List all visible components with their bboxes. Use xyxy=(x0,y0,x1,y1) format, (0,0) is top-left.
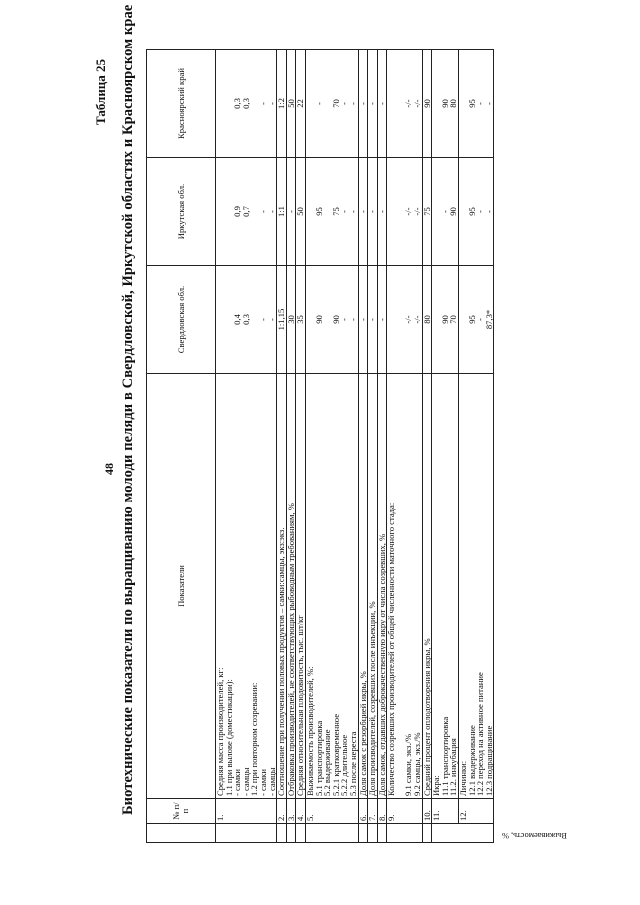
indicator-line xyxy=(396,376,405,796)
indicator-line: 12.3 подращивание xyxy=(483,725,494,796)
value-line: 0,3 xyxy=(240,98,251,109)
value-line: -/- xyxy=(412,99,423,108)
value-line: - xyxy=(475,318,486,321)
value-line: 70 xyxy=(448,315,459,324)
value-sverdlovsk xyxy=(277,266,287,374)
value-line: - xyxy=(367,318,378,321)
value-line: -/- xyxy=(403,207,414,216)
value-line: 0,3 xyxy=(232,98,243,109)
value-line: 22 xyxy=(295,99,306,108)
value-krasnoyarsk xyxy=(368,50,378,158)
value-line: 50 xyxy=(295,207,306,216)
value-line xyxy=(387,52,396,155)
indicator-line: - самцы xyxy=(266,767,277,796)
row-indicator xyxy=(305,374,358,799)
indicator-line: Личинки: xyxy=(458,760,469,796)
value-line: - xyxy=(367,102,378,105)
value-line: 0,3 xyxy=(240,314,251,325)
value-line: 90 xyxy=(330,315,341,324)
sidebar-survival-cell xyxy=(432,824,568,843)
sidebar-empty-cell xyxy=(358,824,368,843)
indicator-line: 9.1 самки, экз./% xyxy=(403,734,414,796)
indicator-line: 9.2 самцы, экз./% xyxy=(412,732,423,796)
value-line xyxy=(216,52,225,155)
value-line: 75 xyxy=(330,207,341,216)
table-header-row xyxy=(147,50,216,843)
sidebar-empty-cell xyxy=(277,824,287,843)
value-line: 90 xyxy=(439,315,450,324)
value-line: - xyxy=(257,102,268,105)
row-number: 10. xyxy=(422,799,432,824)
value-line: - xyxy=(339,102,350,105)
indicator-line: 12.2 переход на активное питание xyxy=(475,672,486,796)
value-line: 0,7 xyxy=(240,206,251,217)
row-number: 2. xyxy=(277,799,287,824)
table-row xyxy=(296,50,306,843)
indicator-line: 1.2 при повторном созревании: xyxy=(249,682,260,796)
value-line: - xyxy=(376,318,387,321)
table-body xyxy=(215,50,568,843)
table-row xyxy=(368,50,378,843)
table-row xyxy=(432,50,459,843)
header-sverdlovsk: Свердловская обл. xyxy=(147,266,216,374)
sidebar-empty-cell xyxy=(422,824,432,843)
row-number: 6. xyxy=(358,799,368,824)
indicator-line: Доля самок, отдавших доброкачественную икру от числа созревших, % xyxy=(376,533,387,796)
value-sverdlovsk xyxy=(216,266,277,374)
indicator-line: Выживаемость производителей, %: xyxy=(304,666,315,796)
value-irkutsk xyxy=(216,158,277,266)
value-line: 80 xyxy=(448,99,459,108)
value-line xyxy=(216,160,225,263)
value-line: 1:1,15 xyxy=(276,308,287,331)
value-line: -/- xyxy=(412,315,423,324)
value-line: - xyxy=(376,102,387,105)
value-krasnoyarsk xyxy=(377,50,387,158)
value-line: 90 xyxy=(448,207,459,216)
value-line: 90 xyxy=(313,315,324,324)
indicator-line: 5.2 выдерживание xyxy=(322,729,333,796)
value-line: - xyxy=(475,102,486,105)
value-irkutsk xyxy=(422,158,432,266)
header-indicator: Показатели xyxy=(147,374,216,799)
indicator-line: Отбраковка производителей, не соответствующих рыбоводным требованиям, % xyxy=(285,503,296,796)
row-number: 5. xyxy=(305,799,358,824)
value-line: - xyxy=(347,318,358,321)
value-line: 1:1 xyxy=(276,206,287,217)
value-sverdlovsk xyxy=(422,266,432,374)
value-line: - xyxy=(367,210,378,213)
value-krasnoyarsk xyxy=(216,50,277,158)
value-line: - xyxy=(266,102,277,105)
value-line: 80 xyxy=(421,315,432,324)
header-irkutsk: Иркутская обл. xyxy=(147,158,216,266)
indicator-line: 5.2.2 длительное xyxy=(339,734,350,796)
value-line: 35 xyxy=(295,315,306,324)
indicator-line: 11.2. инкубация xyxy=(448,738,459,796)
indicator-line: Доля самок с резорбцией икры, % xyxy=(357,671,368,796)
row-indicator xyxy=(296,374,306,799)
value-krasnoyarsk xyxy=(296,50,306,158)
value-line: - xyxy=(347,210,358,213)
value-line: 30 xyxy=(285,315,296,324)
table-row xyxy=(216,50,277,843)
value-line: 95 xyxy=(313,207,324,216)
document-title: Биотехнические показатели по выращиванию молоди пеляди в Свердловской, Иркутской областях и Красноярском крае xyxy=(120,4,136,815)
value-line xyxy=(387,160,396,263)
value-line: - xyxy=(266,210,277,213)
value-line: - xyxy=(313,102,324,105)
value-line: 87,3* xyxy=(483,309,494,330)
sidebar-empty-cell xyxy=(305,824,358,843)
value-irkutsk xyxy=(368,158,378,266)
indicator-line: Средняя относительная плодовитость, тыс. шт/кг xyxy=(295,615,306,796)
indicator-line: 12.1 выдерживание xyxy=(466,725,477,796)
sidebar-survival-label: Выживаемость, % xyxy=(502,831,568,840)
indicator-line: Соотношение при получении половых продуктов – самки:самцы, экз:экз. xyxy=(276,527,287,796)
value-line: - xyxy=(347,102,358,105)
value-line: 1:2 xyxy=(276,98,287,109)
value-sverdlovsk xyxy=(387,266,422,374)
value-irkutsk xyxy=(305,158,358,266)
value-line: - xyxy=(376,210,387,213)
value-line: 95 xyxy=(466,99,477,108)
row-number: 4. xyxy=(296,799,306,824)
table-row xyxy=(387,50,422,843)
table-row xyxy=(305,50,358,843)
table-row xyxy=(459,50,494,843)
biotech-table xyxy=(146,49,568,843)
value-line: -/- xyxy=(412,207,423,216)
row-indicator xyxy=(277,374,287,799)
value-line: - xyxy=(257,318,268,321)
value-line: -/- xyxy=(403,315,414,324)
value-line: - xyxy=(339,318,350,321)
table-label: Таблица 25 xyxy=(93,58,108,125)
value-krasnoyarsk xyxy=(459,50,494,158)
value-line: - xyxy=(266,318,277,321)
row-number: 3. xyxy=(286,799,296,824)
sidebar-empty-cell xyxy=(377,824,387,843)
value-krasnoyarsk xyxy=(305,50,358,158)
indicator-line: Количество созревших производителей от общей численности маточного стада: xyxy=(386,502,397,796)
header-num: № п/п xyxy=(147,799,216,824)
sidebar-empty-cell xyxy=(286,824,296,843)
indicator-line: Средний процент оплодотворения икры, % xyxy=(421,638,432,796)
indicator-line: 5.3 после нереста xyxy=(347,731,358,796)
value-sverdlovsk xyxy=(296,266,306,374)
value-krasnoyarsk xyxy=(387,50,422,158)
indicator-line: 5.1 транспортировка xyxy=(313,720,324,796)
indicator-line: 11.1 транспортировка xyxy=(439,716,450,796)
sidebar-empty-cell xyxy=(296,824,306,843)
value-line: 70 xyxy=(330,99,341,108)
indicator-line: - самцы xyxy=(240,767,251,796)
sidebar-header-cell xyxy=(147,824,216,843)
indicator-line: - самки xyxy=(232,769,243,796)
value-krasnoyarsk xyxy=(432,50,459,158)
value-sverdlovsk xyxy=(459,266,494,374)
value-line: - xyxy=(357,210,368,213)
sidebar-empty-cell xyxy=(368,824,378,843)
indicator-line: 5.2.1 кратковременное xyxy=(330,713,341,796)
row-number: 1. xyxy=(216,799,277,824)
value-sverdlovsk xyxy=(305,266,358,374)
sidebar-empty-cell xyxy=(387,824,422,843)
header-krasnoyarsk: Красноярский край xyxy=(147,50,216,158)
value-line: 90 xyxy=(439,99,450,108)
value-line: - xyxy=(257,210,268,213)
indicator-line: 1.1 при вылове (доместикации): xyxy=(223,679,234,796)
indicator-line: - самки xyxy=(257,769,268,796)
row-indicator xyxy=(368,374,378,799)
indicator-line: Икра: xyxy=(431,775,442,796)
row-number: 8. xyxy=(377,799,387,824)
value-line: - xyxy=(285,210,296,213)
row-indicator xyxy=(422,374,432,799)
row-indicator xyxy=(432,374,459,799)
value-irkutsk xyxy=(377,158,387,266)
indicator-line: Доля производителей, созревших после инъекции, % xyxy=(367,601,378,796)
value-irkutsk xyxy=(459,158,494,266)
value-line: -/- xyxy=(403,99,414,108)
value-line: 0,9 xyxy=(232,206,243,217)
table-row xyxy=(277,50,287,843)
value-line: - xyxy=(439,210,450,213)
value-line: - xyxy=(357,318,368,321)
row-indicator xyxy=(387,374,422,799)
value-krasnoyarsk xyxy=(277,50,287,158)
value-sverdlovsk xyxy=(432,266,459,374)
row-number: 12. xyxy=(459,799,494,824)
value-krasnoyarsk xyxy=(422,50,432,158)
value-line: - xyxy=(483,102,494,105)
value-irkutsk xyxy=(432,158,459,266)
value-irkutsk xyxy=(387,158,422,266)
value-line: 95 xyxy=(466,315,477,324)
value-line: - xyxy=(357,102,368,105)
value-line xyxy=(387,268,396,371)
row-indicator xyxy=(459,374,494,799)
sidebar-empty-cell xyxy=(216,824,277,843)
value-line: 50 xyxy=(285,99,296,108)
value-sverdlovsk xyxy=(377,266,387,374)
value-sverdlovsk xyxy=(368,266,378,374)
value-irkutsk xyxy=(296,158,306,266)
value-line: 0,4 xyxy=(232,314,243,325)
table-row xyxy=(422,50,432,843)
value-line xyxy=(216,268,225,371)
value-irkutsk xyxy=(277,158,287,266)
indicator-line: Средняя масса производителей, кг: xyxy=(215,667,225,796)
value-line: 95 xyxy=(466,207,477,216)
value-line: - xyxy=(475,210,486,213)
value-line: - xyxy=(483,210,494,213)
value-line: - xyxy=(339,210,350,213)
value-line: 90 xyxy=(421,99,432,108)
value-line: 75 xyxy=(421,207,432,216)
page-number: 48 xyxy=(102,463,116,475)
row-number: 7. xyxy=(368,799,378,824)
row-number: 9. xyxy=(387,799,422,824)
row-number: 11. xyxy=(432,799,459,824)
row-indicator xyxy=(216,374,277,799)
